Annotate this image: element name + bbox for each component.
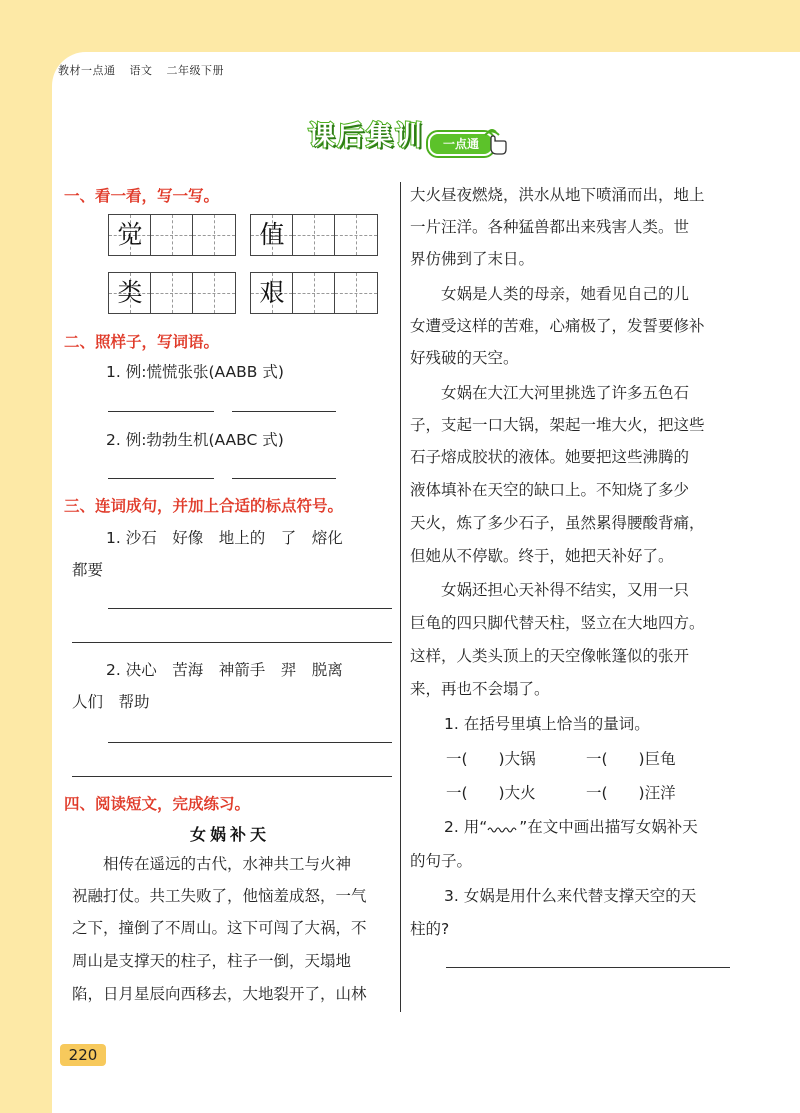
fill-blank-a[interactable]: 一( )大锅 [446, 750, 536, 768]
reading-q3-line2: 柱的? [410, 920, 450, 938]
passage-line: 女娲是人类的母亲，她看见自己的儿 [410, 285, 690, 303]
reading-q1: 1. 在括号里填上恰当的量词。 [444, 715, 650, 733]
passage-line: 大火昼夜燃烧，洪水从地下喷涌而出，地上 [410, 186, 705, 204]
reading-q3-line1: 3. 女娲是用什么来代替支撑天空的天 [444, 887, 697, 905]
fill-blank-d[interactable]: 一( )汪洋 [586, 784, 676, 802]
blank-cell[interactable] [151, 273, 193, 313]
blank-cell[interactable] [193, 273, 235, 313]
passage-line: 界仿佛到了末日。 [410, 250, 535, 268]
char-grid-1 [108, 214, 236, 256]
passage-line: 但她从不停歇。终于，她把天补好了。 [410, 547, 674, 565]
passage-line: 之下，撞倒了不周山。这下可闯了大祸，不 [72, 919, 367, 937]
passage-line: 女娲还担心天补得不结实，又用一只 [410, 581, 690, 599]
reading-q2-line2: 的句子。 [410, 852, 473, 870]
answer-line[interactable] [108, 411, 214, 412]
header-grade: 二年级下册 [166, 64, 224, 77]
passage-line: 石子熔成胶状的液体。她要把这些沸腾的 [410, 448, 690, 466]
section2-title: 二、照样子，写词语。 [64, 333, 220, 351]
answer-line[interactable] [108, 742, 392, 743]
passage-line: 女娲在大江大河里挑选了许多五色石 [410, 384, 690, 402]
passage-line: 天火，炼了多少石子，虽然累得腰酸背痛， [410, 514, 705, 532]
banner-badge: 一点通 [428, 132, 494, 156]
char-grid-3 [108, 272, 236, 314]
answer-line[interactable] [446, 967, 730, 968]
answer-line[interactable] [72, 642, 392, 643]
char-grid-2 [250, 214, 378, 256]
section2-q2: 2. 例:勃勃生机(AABC 式) [106, 431, 284, 449]
passage-line: 巨龟的四只脚代替天柱，竖立在大地四方。 [410, 614, 705, 632]
blank-cell[interactable] [151, 215, 193, 255]
column-divider [400, 182, 401, 1012]
passage-line: 液体填补在天空的缺口上。不知烧了多少 [410, 481, 690, 499]
passage-line: 女遭受这样的苦难，心痛极了，发誓要修补 [410, 317, 705, 335]
wavy-underline-icon [487, 823, 519, 833]
passage-line: 来，再也不会塌了。 [410, 680, 550, 698]
blank-cell[interactable] [193, 215, 235, 255]
pointing-hand-icon [482, 128, 512, 158]
fill-blank-b[interactable]: 一( )巨龟 [586, 750, 676, 768]
answer-line[interactable] [108, 608, 392, 609]
reading-q2-pre: 2. 用“ [444, 818, 488, 836]
answer-line[interactable] [232, 478, 336, 479]
grid-char: 值 [259, 220, 285, 249]
header-subject: 语文 [129, 64, 153, 77]
passage-line: 祝融打仗。共工失败了，他恼羞成怒，一气 [72, 887, 367, 905]
grid-char: 类 [117, 278, 143, 307]
answer-line[interactable] [232, 411, 336, 412]
section1-title: 一、看一看，写一写。 [64, 187, 220, 205]
story-title: 女娲补天 [190, 825, 271, 844]
grid-char: 艰 [259, 278, 285, 307]
running-header [58, 62, 234, 78]
passage-line: 周山是支撑天的柱子，柱子一倒，天塌地 [72, 952, 352, 970]
section3-q2-line1: 2. 决心 苦海 神箭手 羿 脱离 [106, 661, 343, 679]
banner [300, 112, 520, 156]
reading-q2 [444, 815, 698, 837]
answer-line[interactable] [108, 478, 214, 479]
fill-blank-c[interactable]: 一( )大火 [446, 784, 536, 802]
blank-cell[interactable] [335, 273, 377, 313]
blank-cell[interactable] [335, 215, 377, 255]
section3-title: 三、连词成句，并加上合适的标点符号。 [64, 497, 344, 515]
passage-line: 陷，日月星辰向西移去，大地裂开了，山林 [72, 985, 367, 1003]
section3-q2-line2: 人们 帮助 [72, 693, 150, 711]
reading-q2-post: ”在文中画出描写女娲补天 [519, 818, 698, 836]
grid-char: 觉 [117, 220, 143, 249]
answer-line[interactable] [72, 776, 392, 777]
blank-cell[interactable] [293, 215, 335, 255]
header-book: 教材一点通 [58, 64, 116, 77]
passage-line: 相传在遥远的古代，水神共工与火神 [72, 855, 352, 873]
passage-line: 这样，人类头顶上的天空像帐篷似的张开 [410, 647, 690, 665]
char-grid-4 [250, 272, 378, 314]
banner-title: 课后集训 [308, 121, 424, 152]
passage-line: 子，支起一口大锅，架起一堆大火，把这些 [410, 416, 705, 434]
blank-cell[interactable] [293, 273, 335, 313]
passage-line: 好残破的天空。 [410, 349, 519, 367]
page-number: 220 [60, 1044, 106, 1066]
section3-q1-line2: 都要 [72, 561, 104, 579]
passage-line: 一片汪洋。各种猛兽都出来残害人类。世 [410, 218, 690, 236]
section2-q1: 1. 例:慌慌张张(AABB 式) [106, 363, 284, 381]
section3-q1-line1: 1. 沙石 好像 地上的 了 熔化 [106, 529, 343, 547]
section4-title: 四、阅读短文，完成练习。 [64, 795, 251, 813]
